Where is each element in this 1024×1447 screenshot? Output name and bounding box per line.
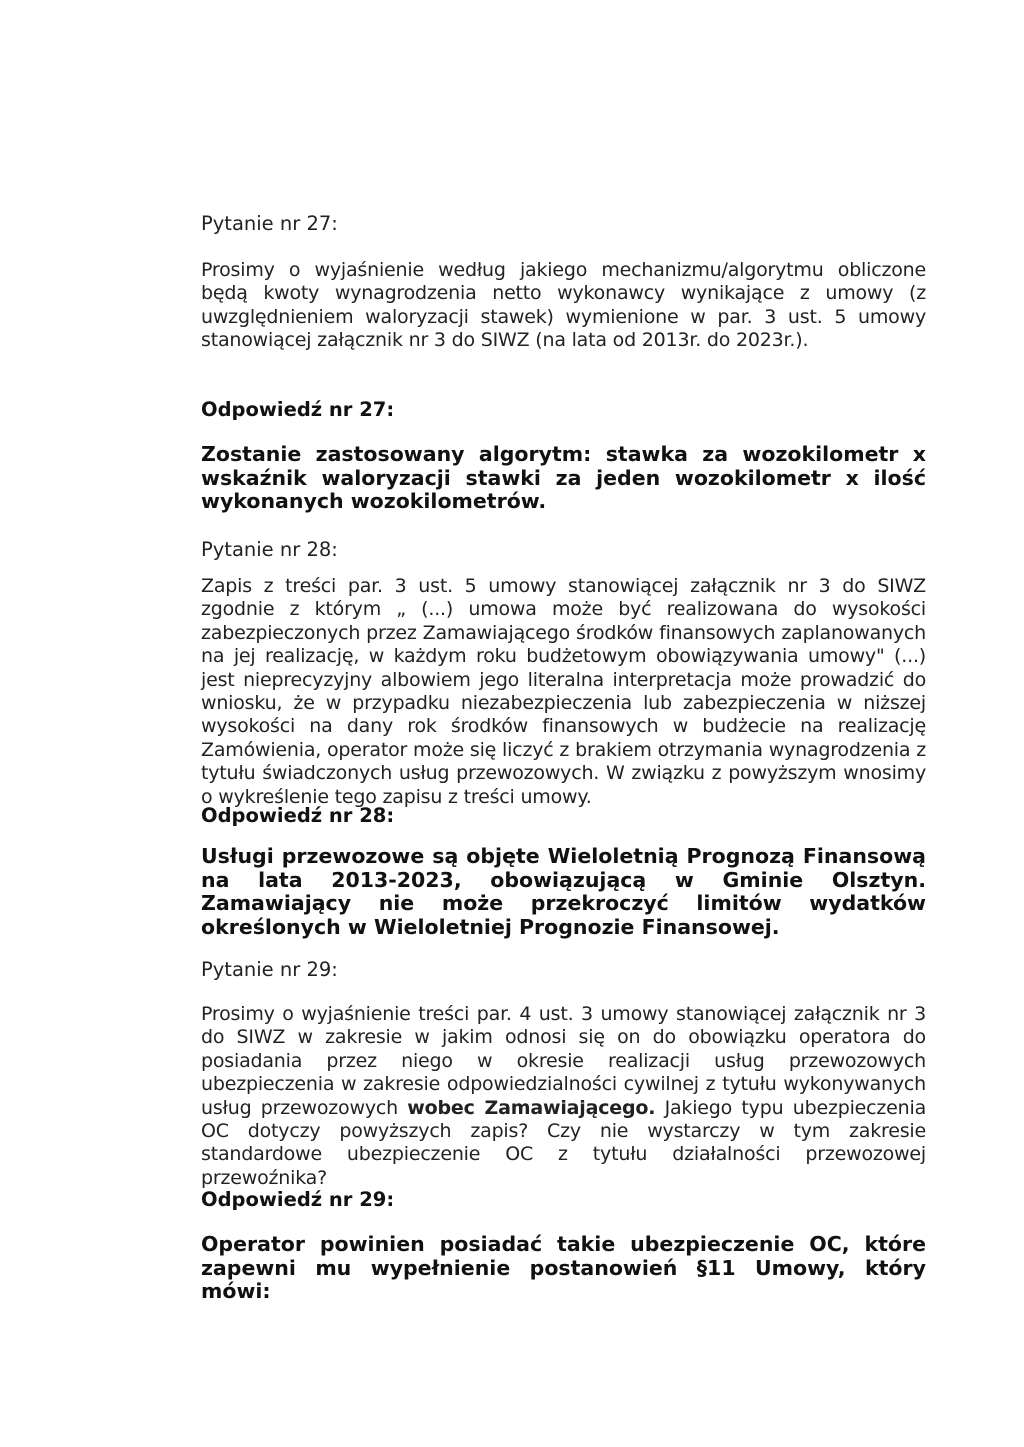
answer-28-label: Odpowiedź nr 28: xyxy=(201,804,395,827)
answer-29-text: Operator powinien posiadać takie ubezpieczenie OC, które zapewni mu wypełnienie postanowień §11 Umowy, który mówi: xyxy=(201,1232,926,1303)
answer-29-label: Odpowiedź nr 29: xyxy=(201,1188,395,1211)
answer-28-text: Usługi przewozowe są objęte Wieloletnią Prognozą Finansową na lata 2013-2023, obowiązującą w Gminie Olsztyn. Zamawiający nie może przekroczyć limitów wydatków określonych w Wieloletniej Prognozie Finansowej. xyxy=(201,844,926,939)
question-27-text: Prosimy o wyjaśnienie według jakiego mechanizmu/algorytmu obliczone będą kwoty wynagrodzenia netto wykonawcy wynikające z umowy (z uwzględnieniem waloryzacji stawek) wymienione w par. 3 ust. 5 umowy stanowiącej załącznik nr 3 do SIWZ (na lata od 2013r. do 2023r.). xyxy=(201,259,926,352)
question-29-text-bold: wobec Zamawiającego. xyxy=(407,1096,656,1119)
question-29-text xyxy=(201,1003,926,1190)
question-27-label: Pytanie nr 27: xyxy=(201,212,338,235)
question-29-text-part1: Prosimy o wyjaśnienie treści par. 4 ust. 3 umowy stanowiącej załącznik nr 3 do SIWZ w zakresie w jakim odnosi się on do obowiązku operatora do posiadania przez niego w okresie realizacji usług przewozowych ubezpieczenia w zakresie odpowiedzialności cywilnej z tytułu wykonywanych usług przewozowych xyxy=(201,1003,926,1119)
question-28-text: Zapis z treści par. 3 ust. 5 umowy stanowiącej załącznik nr 3 do SIWZ zgodnie z którym „ (...) umowa może być realizowana do wysokości zabezpieczonych przez Zamawiającego środków finansowych zaplanowanych na jej realizację, w każdym roku budżetowym obowiązywania umowy" (...) jest nieprecyzyjny albowiem jego literalna interpretacja może prowadzić do wniosku, że w przypadku niezabezpieczenia lub zabezpieczenia w niższej wysokości na dany rok środków finansowych w budżecie na realizację Zamówienia, operator może się liczyć z brakiem otrzymania wynagrodzenia z tytułu świadczonych usług przewozowych. W związku z powyższym wnosimy o wykreślenie tego zapisu z treści umowy. xyxy=(201,575,926,808)
question-28-label: Pytanie nr 28: xyxy=(201,538,338,561)
question-29-text-part2: Jakiego typu ubezpieczenia OC dotyczy powyższych zapis? Czy nie wystarczy w tym zakresie standardowe ubezpieczenie OC z tytułu działalności przewozowej przewoźnika? xyxy=(201,1096,927,1189)
answer-27-text: Zostanie zastosowany algorytm: stawka za wozokilometr x wskaźnik waloryzacji stawki za jeden wozokilometr x ilość wykonanych wozokilometrów. xyxy=(201,442,926,513)
question-29-label: Pytanie nr 29: xyxy=(201,958,338,981)
answer-27-label: Odpowiedź nr 27: xyxy=(201,398,395,421)
